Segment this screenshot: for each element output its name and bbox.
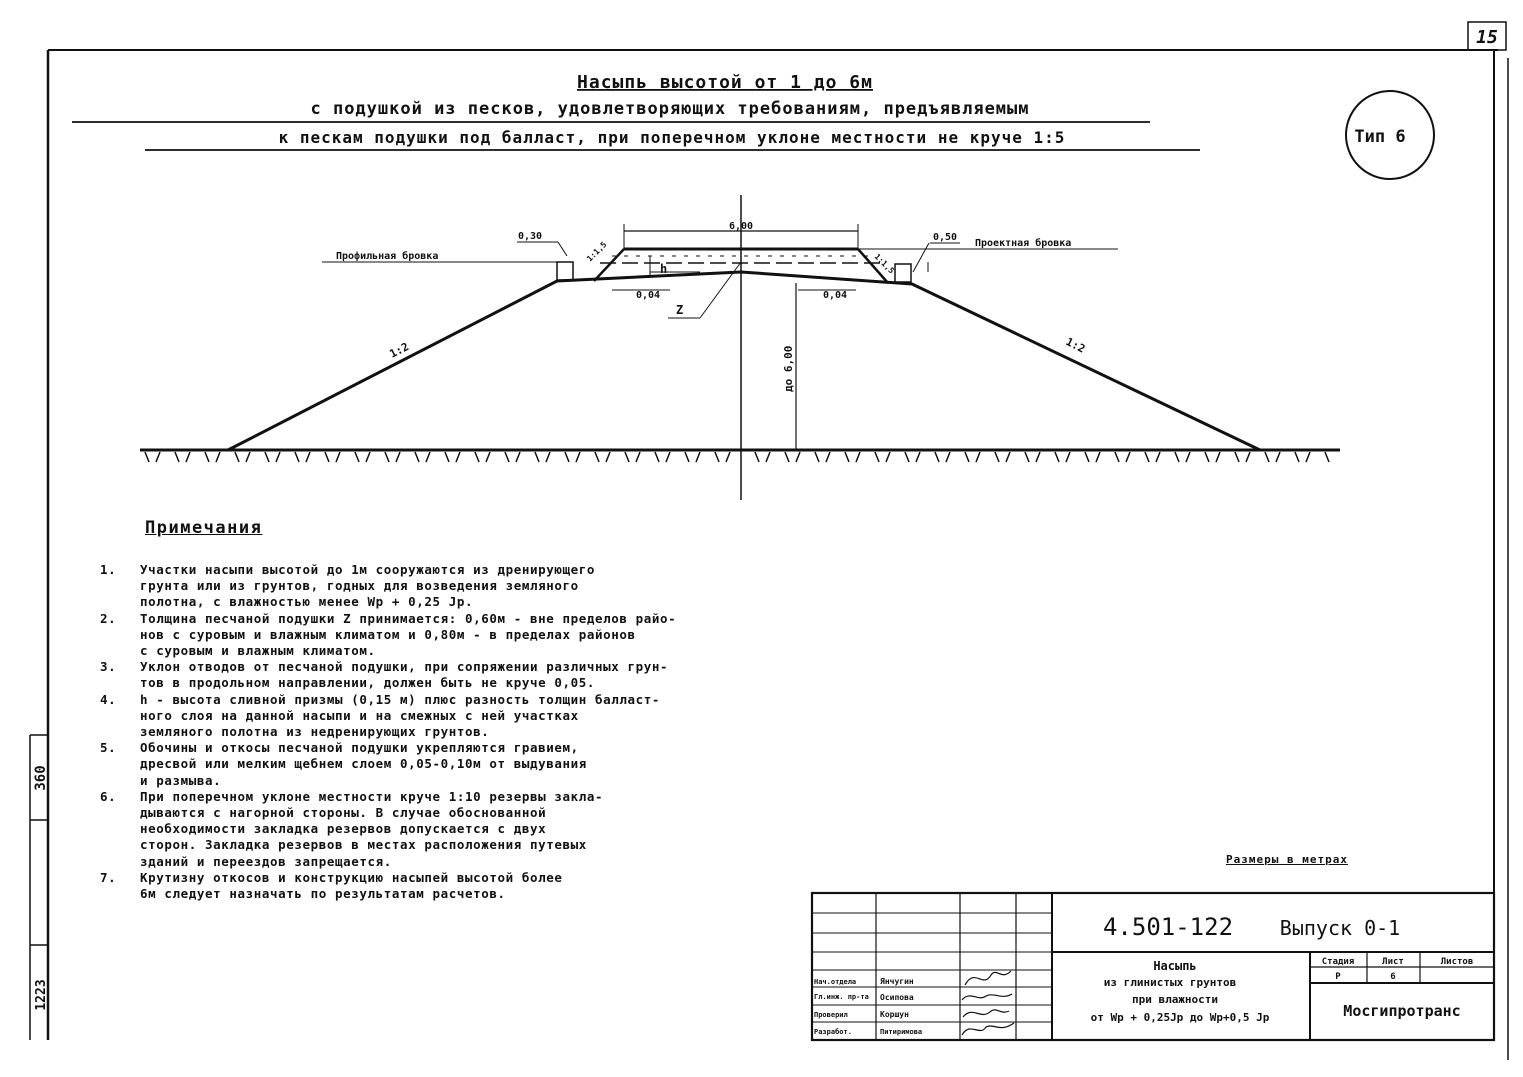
stamp-person-3: Коршун (880, 1010, 909, 1019)
stamp-name-3: при влажности (1131, 993, 1219, 1006)
note-text: h - высота сливной призмы (0,15 м) плюс разность толщин балласт- ного слоя на данной насыпи и на смежных с ней участках земляного полотна из недренирующих грунтов. (140, 691, 661, 740)
stamp-role-2: Гл.инж. пр-та (814, 993, 869, 1001)
stamp-header-sheet: Лист (1382, 957, 1404, 967)
dim-berm-left-label: 0,30 (517, 231, 543, 242)
type-badge: Тип 6 (1354, 127, 1406, 147)
h-label: h (660, 262, 668, 276)
note-number: 6. (100, 788, 117, 804)
title-line-2: с подушкой из песков, удовлетворяющих требованиям, предъявляемым (310, 99, 1030, 119)
height-label: до 6,00 (782, 345, 795, 392)
note-number: 4. (100, 691, 117, 707)
note-item (100, 611, 780, 660)
edge-right-label: Проектная бровка (975, 238, 1072, 249)
note-text: Толщина песчаной подушки Z принимается: 0,60м - вне пределов райо- нов с суровым и влажным климатом и 0,80м - в пределах районов с суровым и влажным климатом. (140, 610, 677, 659)
note-number: 5. (100, 740, 117, 756)
dim-width-label: 6,00 (728, 221, 754, 232)
note-item (100, 692, 780, 741)
berm-right-box (895, 264, 911, 282)
note-item (100, 659, 780, 691)
signature-3 (963, 1010, 1009, 1017)
stamp-value-stage: Р (1335, 972, 1341, 982)
note-text: Обочины и откосы песчаной подушки укрепляются гравием, дресвой или мелким щебнем слоем 0,05-0,10м от выдувания и размыва. (140, 740, 587, 788)
dim-berm-left-leader (558, 242, 567, 256)
stamp-role-4: Разработ. (814, 1028, 852, 1036)
note-number: 3. (100, 659, 117, 675)
note-number: 7. (100, 869, 117, 885)
crossfall-right-label: 0,04 (822, 290, 848, 301)
stamp-person-4: Питиримова (880, 1028, 923, 1036)
signature-1 (965, 971, 1011, 985)
note-text: Участки насыпи высотой до 1м сооружаются из дренирующего грунта или из грунтов, годных для возведения земляного полотна, с влажностью менее Wр + 0,25 Jр. (140, 562, 596, 610)
note-text: Крутизну откосов и конструкцию насыпей высотой более 6м следует назначать по результатам расчетов. (140, 869, 563, 902)
note-number: 1. (100, 562, 117, 577)
margin-label-bottom: 1223 (34, 979, 49, 1011)
slope-large-left: 1:2 (387, 340, 412, 361)
ground-hatching (145, 452, 1329, 462)
stamp-code: 4.501-122 (1102, 913, 1234, 941)
title-line-3: к пескам подушки под балласт, при поперечном уклоне местности не круче 1:5 (278, 128, 1066, 147)
slope-small-left: 1:1,5 (585, 240, 609, 264)
note-item (100, 562, 780, 611)
note-item (100, 789, 780, 870)
embankment-section (140, 195, 1340, 500)
units-note: Размеры в метрах (1226, 853, 1348, 866)
z-leader (700, 262, 741, 318)
stamp-name-4: от Wр + 0,25Jр до Wр+0,5 Jр (1090, 1011, 1270, 1024)
stamp-person-1: Янчугин (880, 977, 914, 986)
note-text: Уклон отводов от песчаной подушки, при сопряжении различных грун- тов в продольном направлении, должен быть не круче 0,05. (140, 659, 669, 691)
z-label: Z (676, 303, 684, 317)
stamp-value-sheet: 6 (1390, 972, 1396, 982)
berm-left-box (557, 262, 573, 280)
title-line-1: Насыпь высотой от 1 до 6м (577, 72, 873, 93)
dim-berm-right-leader (913, 243, 929, 272)
page-number: 15 (1476, 27, 1498, 48)
crossfall-left-label: 0,04 (635, 290, 661, 301)
notes-title: Примечания (145, 518, 263, 538)
stamp-role-1: Нач.отдела (814, 978, 857, 986)
stamp-org: Мосгипротранс (1343, 1002, 1461, 1020)
note-item (100, 740, 780, 789)
note-text: При поперечном уклоне местности круче 1:10 резервы закла- дываются с нагорной стороны. В случае обоснованной необходимости закладка резервов допускается с двух сторон. Закладка резервов в местах расположения путевых зданий и переездов запрещается. (140, 788, 604, 869)
dim-berm-right-label: 0,50 (932, 232, 958, 243)
stamp-name-1: Насыпь (1153, 959, 1197, 973)
stamp-header-stage: Стадия (1321, 957, 1355, 967)
embankment-outline (228, 272, 1260, 450)
stamp-issue: Выпуск 0-1 (1279, 916, 1401, 940)
slope-large-right: 1:2 (1063, 335, 1088, 356)
stamp-header-sheets: Листов (1440, 957, 1474, 967)
edge-left-label: Профильная бровка (336, 251, 439, 262)
signature-2 (962, 994, 1012, 1000)
note-number: 2. (100, 610, 117, 626)
margin-label-top: 360 (33, 765, 49, 791)
signature-4 (962, 1023, 1014, 1035)
note-item (100, 870, 780, 902)
slope-small-right: 1:1,5 (872, 252, 896, 276)
notes-list (100, 562, 780, 902)
stamp-role-3: Проверил (814, 1011, 848, 1019)
stamp-person-2: Осипова (880, 993, 914, 1002)
stamp-name-2: из глинистых грунтов (1103, 976, 1237, 989)
